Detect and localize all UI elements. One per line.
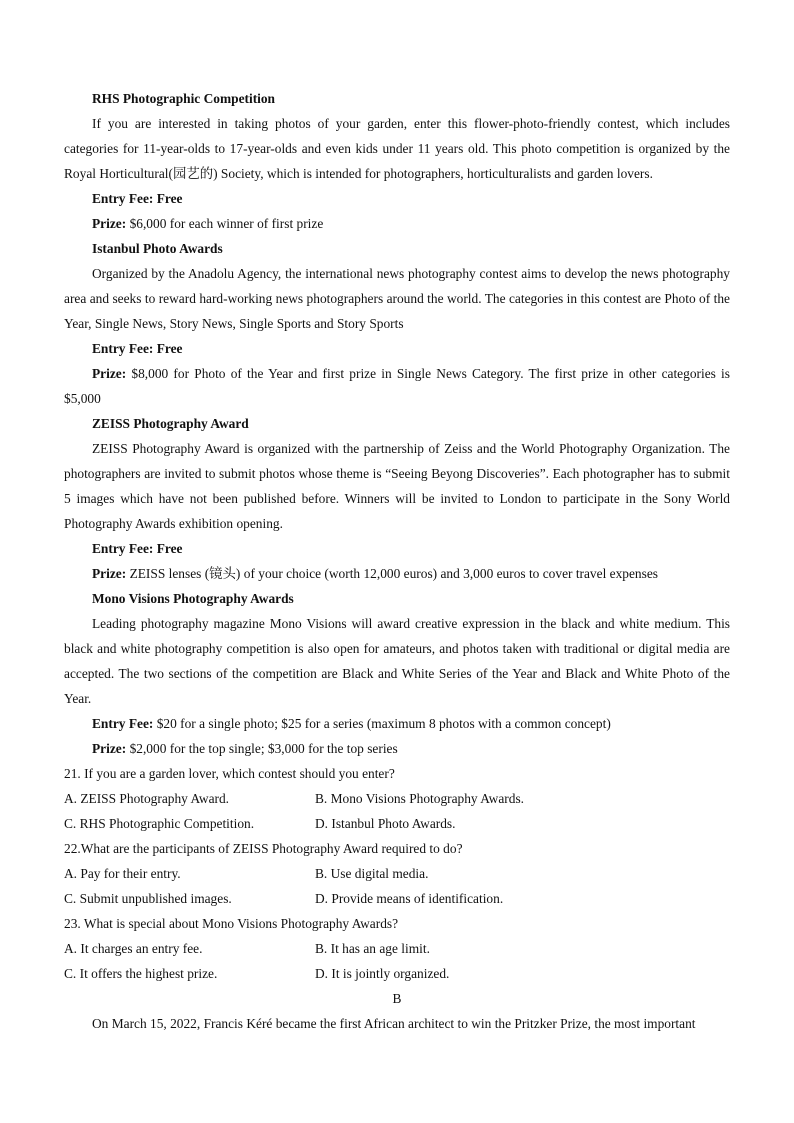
question-text: 23. What is special about Mono Visions Photography Awards? [64,916,399,931]
entry-fee-value: $20 for a single photo; $25 for a series (maximum 8 photos with a common concept) [156,716,611,731]
option-row [64,786,730,811]
document-page [64,86,730,1036]
prize-label: Prize: [92,566,127,581]
option-row [64,886,730,911]
entry-fee-line [64,536,730,561]
question-23 [64,911,730,986]
option-a: A. It charges an entry fee. [64,941,203,956]
contest-description: ZEISS Photography Award is organized with the partnership of Zeiss and the World Photography Organization. The photographers are invited to submit photos whose theme is “Seeing Beyong Discoveries”. Each photographer has to submit 5 images which have not been published before. Winners will be invited to London to participate in the Sony World Photography Awards exhibition opening. [64,441,730,531]
entry-fee-value: Free [156,191,183,206]
entry-fee-line [64,186,730,211]
option-b: B. It has an age limit. [315,941,430,956]
contest-description: Organized by the Anadolu Agency, the international news photography contest aims to develop the news photography area and seeks to reward hard-working news photographers around the world. The categories in this contest are Photo of the Year, Single News, Story News, Single Sports and Story Sports [64,266,730,331]
entry-fee-line [64,711,730,736]
option-a: A. Pay for their entry. [64,866,181,881]
contest-zeiss [64,411,730,586]
option-d: D. Provide means of identification. [315,891,504,906]
contest-title: Istanbul Photo Awards [92,241,223,256]
contest-istanbul [64,236,730,411]
prize-value: $6,000 for each winner of first prize [129,216,324,231]
section-label: B [392,991,402,1006]
contest-title: RHS Photographic Competition [92,91,276,106]
option-d: D. It is jointly organized. [315,966,450,981]
contest-rhs [64,86,730,236]
prize-label: Prize: [92,741,127,756]
prize-line [64,736,730,761]
option-b: B. Use digital media. [315,866,429,881]
contest-description: Leading photography magazine Mono Visions will award creative expression in the black and white medium. This black and white photography competition is also open for amateurs, and photos taken with traditional or digital media are accepted. The two sections of the competition are Black and White Series of the Year and Black and White Photo of the Year. [64,616,730,706]
option-a: A. ZEISS Photography Award. [64,791,230,806]
question-text: 22.What are the participants of ZEISS Photography Award required to do? [64,841,463,856]
entry-fee-value: Free [156,541,183,556]
passage-opening: On March 15, 2022, Francis Kéré became the first African architect to win the Pritzker Prize, the most important [92,1016,696,1031]
option-d: D. Istanbul Photo Awards. [315,816,456,831]
question-text: 21. If you are a garden lover, which contest should you enter? [64,766,395,781]
question-22 [64,836,730,911]
contest-title: Mono Visions Photography Awards [92,591,294,606]
entry-fee-label: Entry Fee: [92,541,154,556]
option-row [64,861,730,886]
prize-line [64,561,730,586]
entry-fee-label: Entry Fee: [92,341,154,356]
contest-description: If you are interested in taking photos of your garden, enter this flower-photo-friendly contest, which includes categories for 11-year-olds to 17-year-olds and even kids under 11 years old. This photo competition is organized by the Royal Horticultural(园艺的) Society, which is intended for photographers, horticulturalists and garden lovers. [64,116,730,181]
option-row [64,936,730,961]
option-b: B. Mono Visions Photography Awards. [315,791,525,806]
contest-mono-visions [64,586,730,761]
contest-title: ZEISS Photography Award [92,416,249,431]
prize-label: Prize: [92,216,127,231]
question-21 [64,761,730,836]
prize-line [64,211,730,236]
option-c: C. It offers the highest prize. [64,966,218,981]
option-c: C. RHS Photographic Competition. [64,816,255,831]
prize-value: $2,000 for the top single; $3,000 for the top series [129,741,398,756]
option-c: C. Submit unpublished images. [64,891,232,906]
entry-fee-line [64,336,730,361]
prize-line [64,361,730,411]
prize-value: ZEISS lenses (镜头) of your choice (worth 12,000 euros) and 3,000 euros to cover travel expenses [129,566,658,581]
section-b [64,986,730,1036]
entry-fee-value: Free [156,341,183,356]
option-row [64,961,730,986]
prize-value: $8,000 for Photo of the Year and first prize in Single News Category. The first prize in other categories is $5,000 [64,366,730,406]
entry-fee-label: Entry Fee: [92,191,154,206]
option-row [64,811,730,836]
prize-label: Prize: [92,366,127,381]
entry-fee-label: Entry Fee: [92,716,154,731]
